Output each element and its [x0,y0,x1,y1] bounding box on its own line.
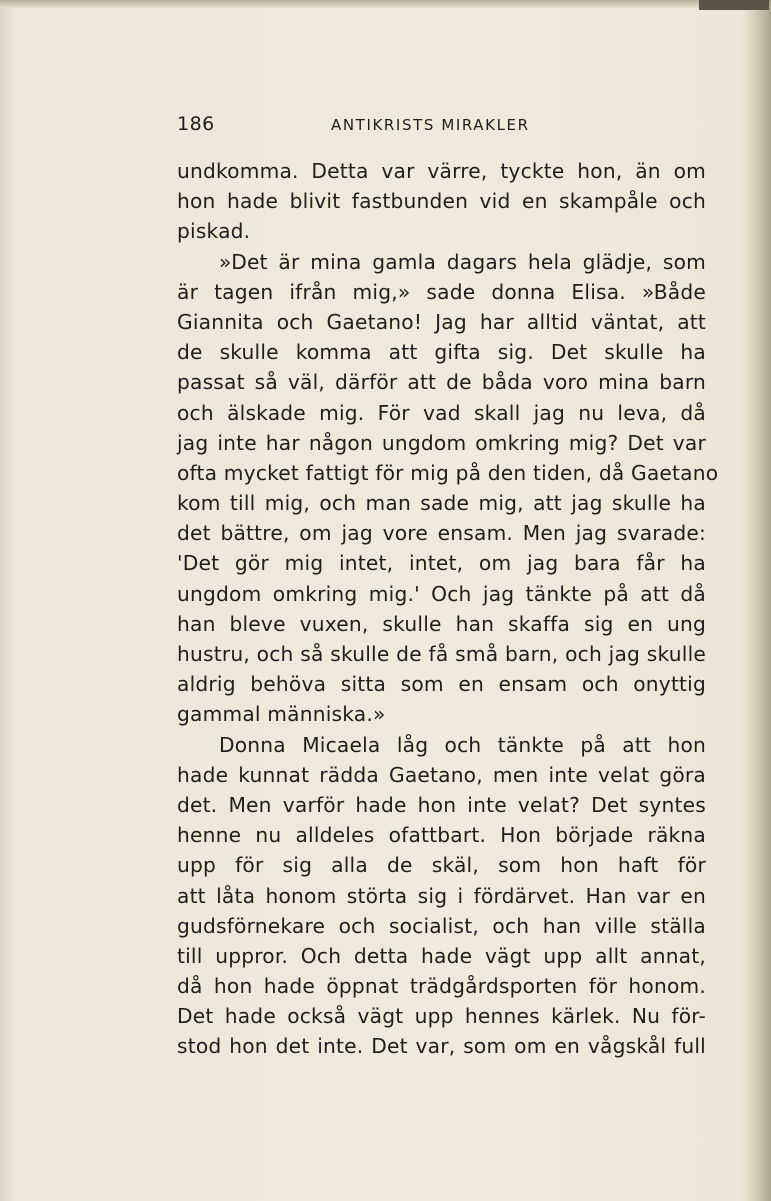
page-top-edge [0,0,771,8]
text-line: det bättre, om jag vore ensam. Men jag svarade: [177,521,706,546]
text-line: gammal människa.» [177,702,386,727]
text-line: hon hade blivit fastbunden vid en skampåle och [177,189,706,214]
text-line: att låta honom störta sig i fördärvet. Han var en [177,883,706,908]
text-line: han bleve vuxen, skulle han skaffa sig en ung [177,611,706,636]
text-line: henne nu alldeles ofattbart. Hon började räkna [177,823,706,848]
page-header [177,113,706,143]
text-line: de skulle komma att gifta sig. Det skulle ha [177,340,706,365]
text-line: till uppror. Och detta hade vägt upp allt annat, [177,943,706,968]
text-line: då hon hade öppnat trädgårdsporten för honom. [177,974,706,999]
text-line: är tagen ifrån mig,» sade donna Elisa. »Både [177,279,706,304]
text-line: gudsförnekare och socialist, och han ville ställa [177,913,706,938]
text-line: hustru, och så skulle de få små barn, och jag skulle [177,642,706,666]
spine-mark [699,0,769,10]
text-line: »Det är mina gamla dagars hela glädje, som [219,249,706,274]
text-line: Donna Micaela låg och tänkte på att hon [219,732,706,757]
text-line: aldrig behöva sitta som en ensam och onyttig [177,672,706,697]
text-line: undkomma. Detta var värre, tyckte hon, än om [177,159,706,183]
text-line: Giannita och Gaetano! Jag har alltid väntat, att [177,309,706,334]
text-line: jag inte har någon ungdom omkring mig? Det var [177,430,706,455]
page-number: 186 [177,113,215,135]
running-title: ANTIKRISTS MIRAKLER [331,116,530,134]
body-text [177,156,719,1062]
text-line: det. Men varför hade hon inte velat? Det syntes [177,792,706,817]
text-line: ungdom omkring mig.' Och jag tänkte på att då [177,581,706,606]
text-line: piskad. [177,219,251,244]
text-line: 'Det gör mig intet, intet, om jag bara får ha [177,551,706,576]
text-line: passat så väl, därför att de båda voro mina barn [177,370,706,395]
text-line: Det hade också vägt upp hennes kärlek. Nu för- [177,1004,706,1029]
page-right-edge [745,0,771,1201]
text-line: upp för sig alla de skäl, som hon haft för [177,853,706,878]
text-line: ofta mycket fattigt för mig på den tiden, då Gaetano [177,460,719,485]
text-line: hade kunnat rädda Gaetano, men inte velat göra [177,762,706,787]
text-line: stod hon det inte. Det var, som om en vågskål full [177,1034,706,1059]
text-line: och älskade mig. För vad skall jag nu leva, då [177,400,706,425]
text-line: kom till mig, och man sade mig, att jag skulle ha [177,491,706,516]
